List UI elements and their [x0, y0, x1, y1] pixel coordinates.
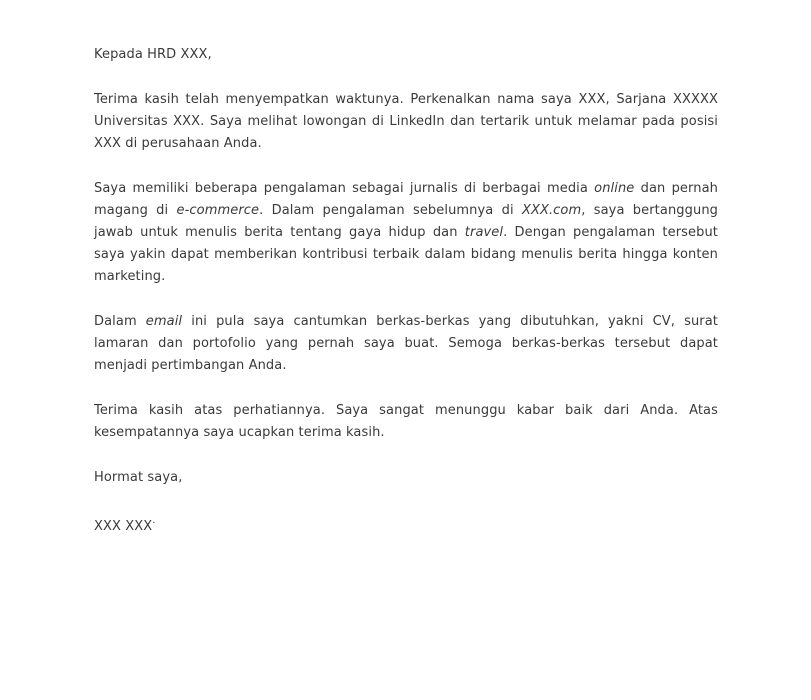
signature [94, 510, 718, 538]
signature-mark: . [152, 515, 156, 526]
text: dan pernah magang di [94, 181, 718, 218]
italic-term-email: email [145, 314, 183, 329]
text: Dalam [94, 314, 146, 329]
text: , saya bertanggung jawab untuk menulis berita tentang gaya hidup dan [94, 203, 719, 240]
greeting: Kepada HRD XXX, [94, 47, 212, 62]
text: . Dalam pengalaman sebelumnya di [259, 203, 522, 218]
signature-name: XXX XXX [94, 519, 153, 534]
text: Saya memiliki beberapa pengalaman sebagai jurnalis di berbagai media [94, 181, 595, 196]
italic-term-website: XXX.com [521, 203, 582, 218]
paragraph-attachments [94, 311, 718, 377]
text: . Dengan pengalaman tersebut saya yakin dapat memberikan kontribusi terbaik dalam bidang menulis berita hingga konten marketing. [94, 225, 718, 284]
cover-letter [94, 44, 718, 561]
paragraph-thanks: Terima kasih atas perhatiannya. Saya sangat menunggu kabar baik dari Anda. Atas kesempatannya saya ucapkan terima kasih. [94, 403, 718, 440]
italic-term-online: online [594, 181, 635, 196]
text: ini pula saya cantumkan berkas-berkas yang dibutuhkan, yakni CV, surat lamaran dan portofolio yang pernah saya buat. Semoga berkas-berkas tersebut dapat menjadi pertimbangan Anda. [94, 314, 719, 373]
paragraph-introduction: Terima kasih telah menyempatkan waktunya. Perkenalkan nama saya XXX, Sarjana XXXXX Universitas XXX. Saya melihat lowongan di LinkedIn dan tertarik untuk melamar pada posisi XXX di perusahaan Anda. [94, 92, 718, 151]
closing: Hormat saya, [94, 470, 183, 485]
italic-term-travel: travel [464, 225, 504, 240]
paragraph-experience [94, 178, 718, 288]
italic-term-ecommerce: e-commerce [176, 203, 260, 218]
